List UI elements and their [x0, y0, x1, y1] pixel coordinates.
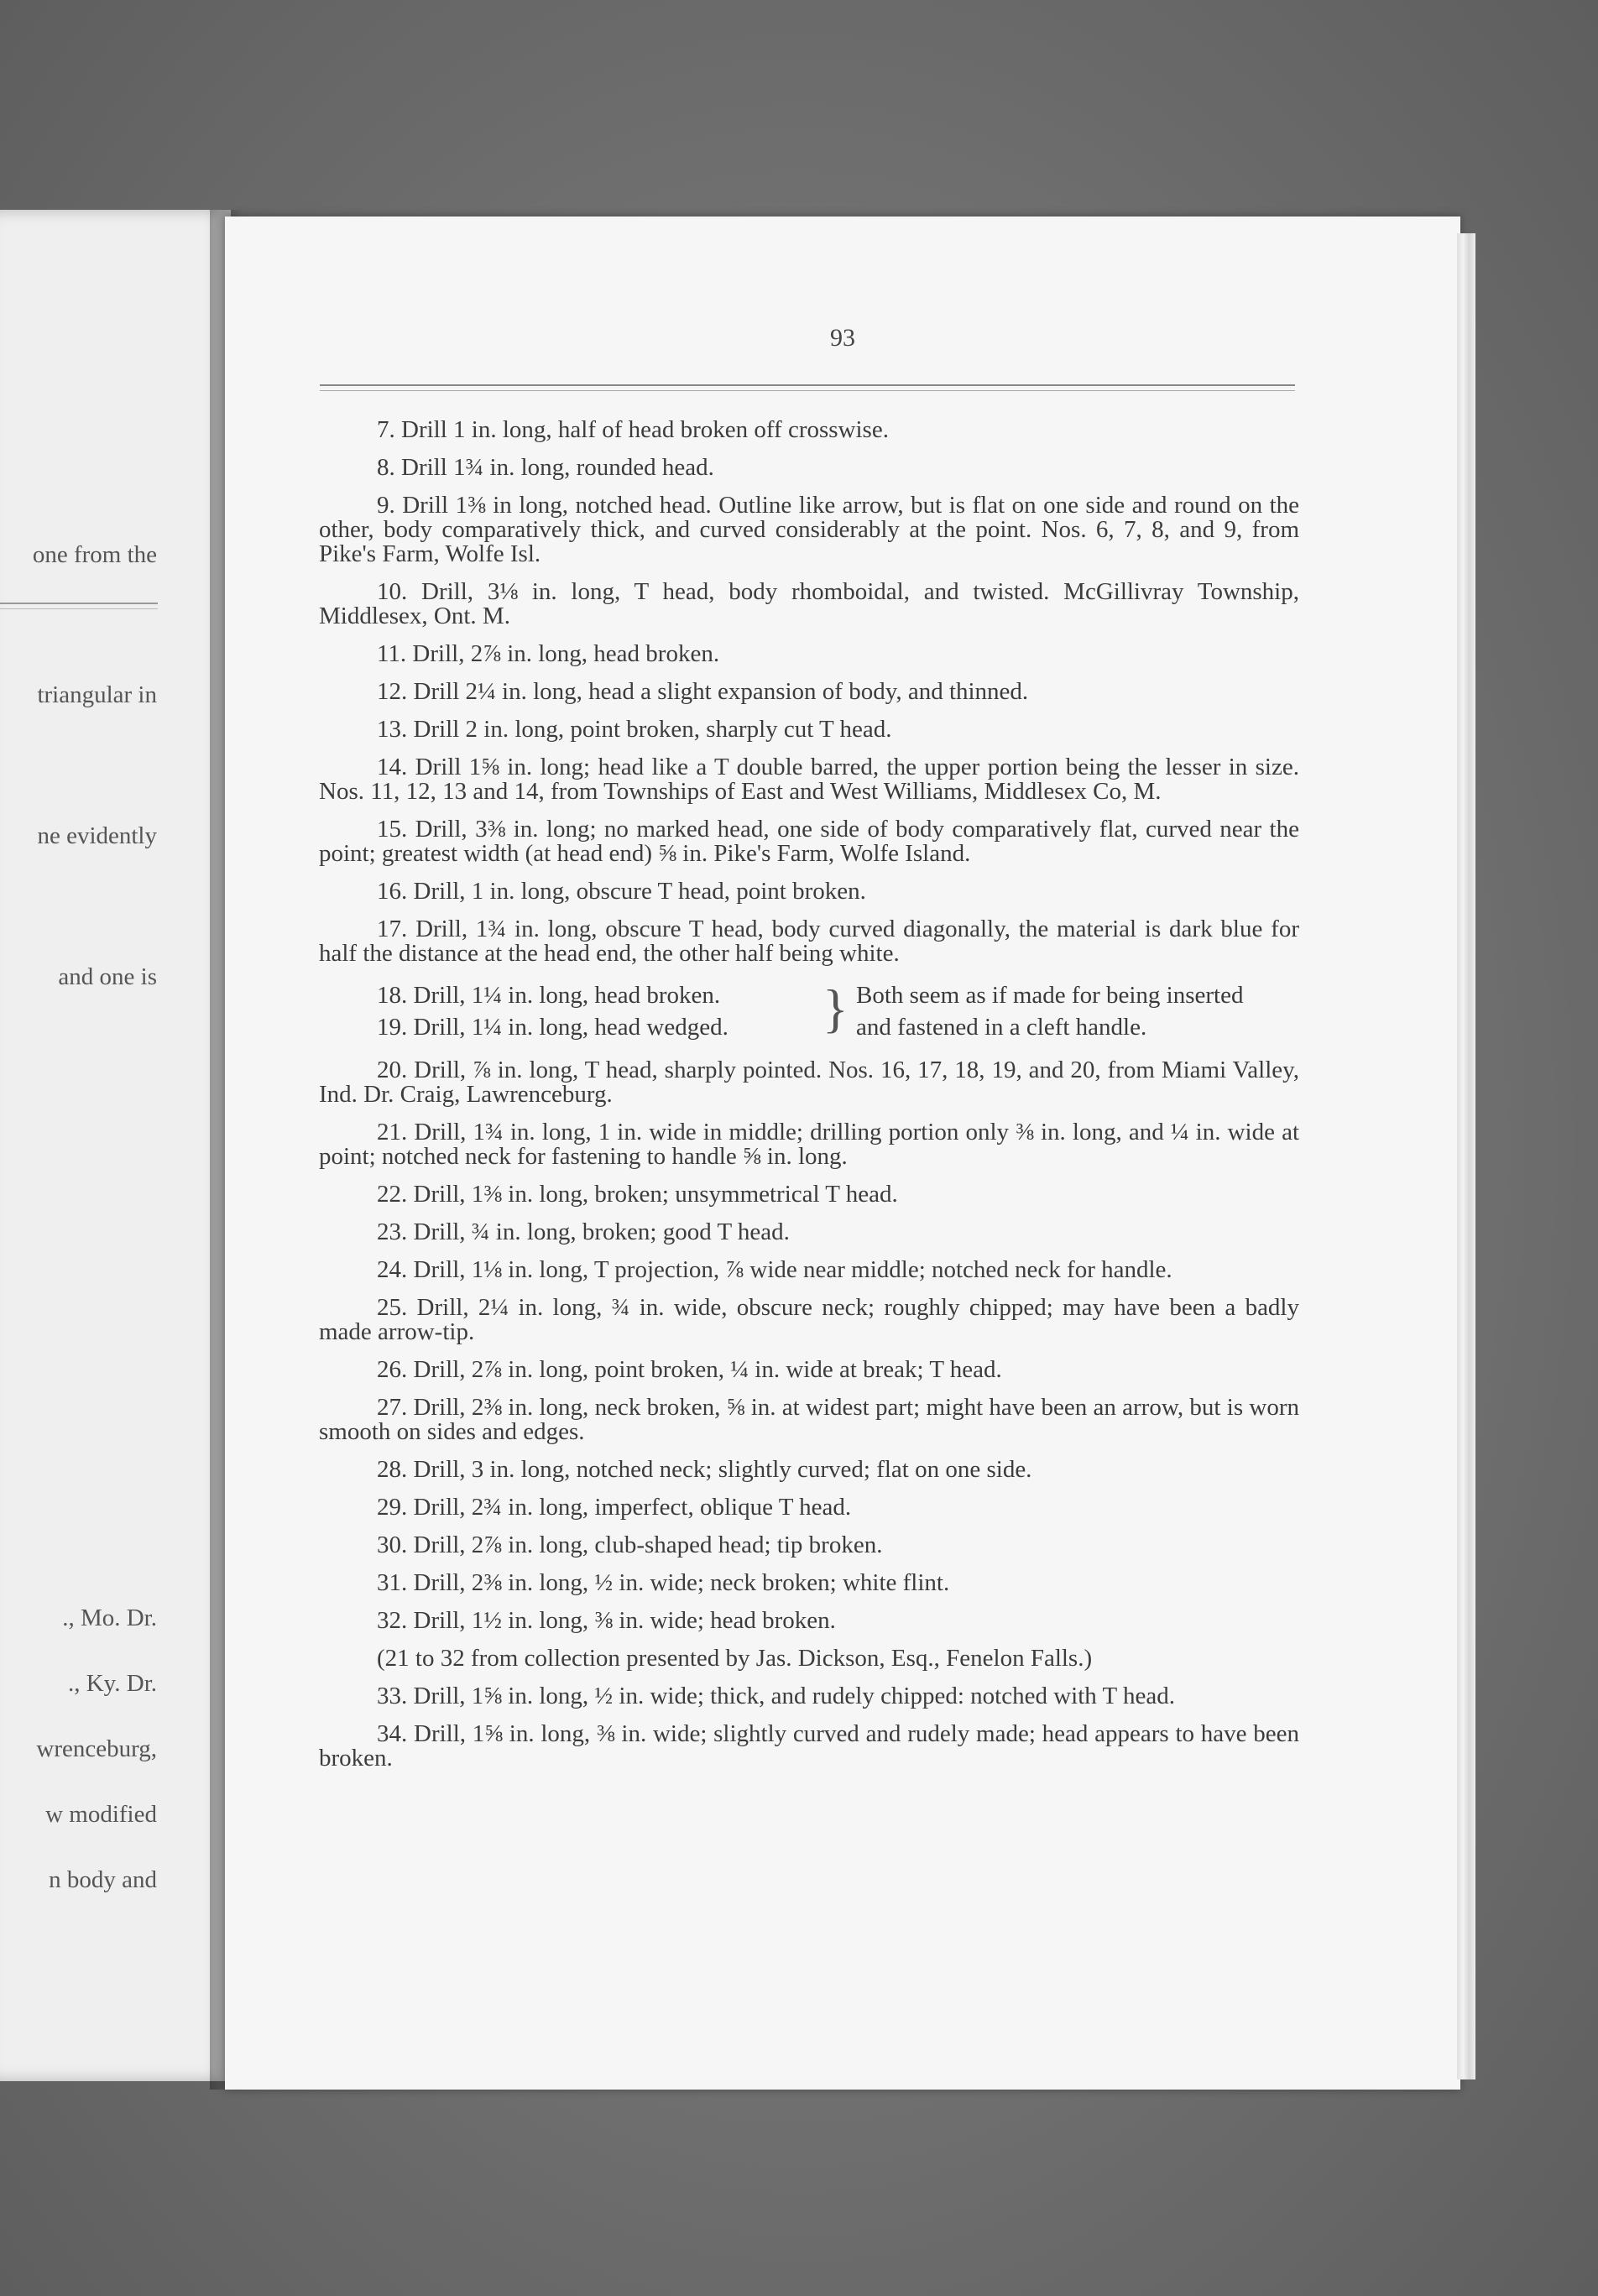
catalogue-entries [319, 418, 1299, 1784]
brace-left-lines [377, 979, 728, 1043]
header-rule-thin [320, 390, 1295, 391]
left-page-rule-thin [0, 608, 158, 609]
brace-note-line-1: Both seem as if made for being inserted [856, 982, 1244, 1009]
entry-26: 26. Drill, 2⅞ in. long, point broken, ¼ in. wide at break; T head. [377, 1356, 1002, 1383]
left-page-fragment: ., Mo. Dr. [62, 1605, 157, 1631]
entry-11: 11. Drill, 2⅞ in. long, head broken. [377, 640, 720, 667]
entry-21: 21. Drill, 1¾ in. long, 1 in. wide in middle; drilling portion only ⅜ in. long, and ¼ in. wide at point; notched neck for fastening to handle ⅝ in. long. [319, 1119, 1299, 1170]
brace-right-lines [856, 979, 1243, 1043]
entry-9: 9. Drill 1⅜ in long, notched head. Outline like arrow, but is flat on one side and round on the other, body comparatively thick, and curved considerably at the point. Nos. 6, 7, 8, and 9, from Pike's Farm, Wolfe Isl. [319, 492, 1299, 567]
brace-glyph: } [822, 978, 849, 1038]
entry-13: 13. Drill 2 in. long, point broken, sharply cut T head. [377, 716, 892, 743]
entry-18: 18. Drill, 1¼ in. long, head broken. [377, 982, 721, 1009]
left-facing-page [0, 210, 231, 2081]
left-page-fragment: w modified [45, 1801, 157, 1828]
entry-34: 34. Drill, 1⅝ in. long, ⅜ in. wide; slightly curved and rudely made; head appears to have been broken. [319, 1720, 1299, 1772]
page-number: 93 [830, 324, 855, 352]
entry-7: 7. Drill 1 in. long, half of head broken off crosswise. [377, 416, 889, 443]
left-page-fragment: one from the [32, 541, 157, 568]
entry-32: 32. Drill, 1½ in. long, ⅜ in. wide; head broken. [377, 1607, 836, 1634]
entry-10: 10. Drill, 3⅛ in. long, T head, body rhomboidal, and twisted. McGillivray Township, Middlesex, Ont. M. [319, 578, 1299, 629]
entry-22: 22. Drill, 1⅜ in. long, broken; unsymmetrical T head. [377, 1181, 898, 1208]
header-rule [320, 384, 1295, 386]
entry-14: 14. Drill 1⅝ in. long; head like a T double barred, the upper portion being the lesser in size. Nos. 11, 12, 13 and 14, from Townships of East and West Williams, Middlesex Co, M. [319, 754, 1299, 805]
entry-23: 23. Drill, ¾ in. long, broken; good T head. [377, 1218, 790, 1245]
left-page-fragment: ., Ky. Dr. [67, 1670, 157, 1697]
collection-note: (21 to 32 from collection presented by Jas. Dickson, Esq., Fenelon Falls.) [377, 1645, 1093, 1672]
entry-8: 8. Drill 1¾ in. long, rounded head. [377, 454, 714, 481]
left-page-fragment: ne evidently [37, 822, 157, 849]
entry-20: 20. Drill, ⅞ in. long, T head, sharply pointed. Nos. 16, 17, 18, 19, and 20, from Miami Valley, Ind. Dr. Craig, Lawrenceburg. [319, 1057, 1299, 1108]
entry-24: 24. Drill, 1⅛ in. long, T projection, ⅞ wide near middle; notched neck for handle. [377, 1256, 1172, 1283]
entry-30: 30. Drill, 2⅞ in. long, club-shaped head; tip broken. [377, 1532, 883, 1558]
entry-29: 29. Drill, 2¾ in. long, imperfect, oblique T head. [377, 1494, 852, 1521]
entry-28: 28. Drill, 3 in. long, notched neck; slightly curved; flat on one side. [377, 1456, 1032, 1483]
entry-33: 33. Drill, 1⅝ in. long, ½ in. wide; thick, and rudely chipped: notched with T head. [377, 1683, 1175, 1709]
brace-group-18-19 [319, 979, 1299, 1045]
entry-19: 19. Drill, 1¼ in. long, head wedged. [377, 1014, 728, 1041]
left-page-fragment: triangular in [37, 681, 157, 708]
left-page-fragment: n body and [49, 1866, 157, 1893]
entry-31: 31. Drill, 2⅜ in. long, ½ in. wide; neck broken; white flint. [377, 1569, 950, 1596]
left-page-rule [0, 603, 158, 604]
entry-15: 15. Drill, 3⅜ in. long; no marked head, one side of body comparatively flat, curved near the point; greatest width (at head end) ⅝ in. Pike's Farm, Wolfe Island. [319, 816, 1299, 867]
left-page-fragment: wrenceburg, [36, 1735, 157, 1762]
entry-12: 12. Drill 2¼ in. long, head a slight expansion of body, and thinned. [377, 678, 1029, 705]
entry-25: 25. Drill, 2¼ in. long, ¾ in. wide, obscure neck; roughly chipped; may have been a badly made arrow-tip. [319, 1294, 1299, 1345]
main-page [225, 217, 1460, 2090]
page-edge [1457, 233, 1475, 2079]
entry-27: 27. Drill, 2⅜ in. long, neck broken, ⅝ in. at widest part; might have been an arrow, but is worn smooth on sides and edges. [319, 1394, 1299, 1445]
brace-note-line-2: and fastened in a cleft handle. [856, 1014, 1147, 1041]
entry-17: 17. Drill, 1¾ in. long, obscure T head, body curved diagonally, the material is dark blue for half the distance at the head end, the other half being white. [319, 916, 1299, 967]
left-page-fragment: and one is [58, 963, 157, 990]
entry-16: 16. Drill, 1 in. long, obscure T head, point broken. [377, 878, 866, 905]
